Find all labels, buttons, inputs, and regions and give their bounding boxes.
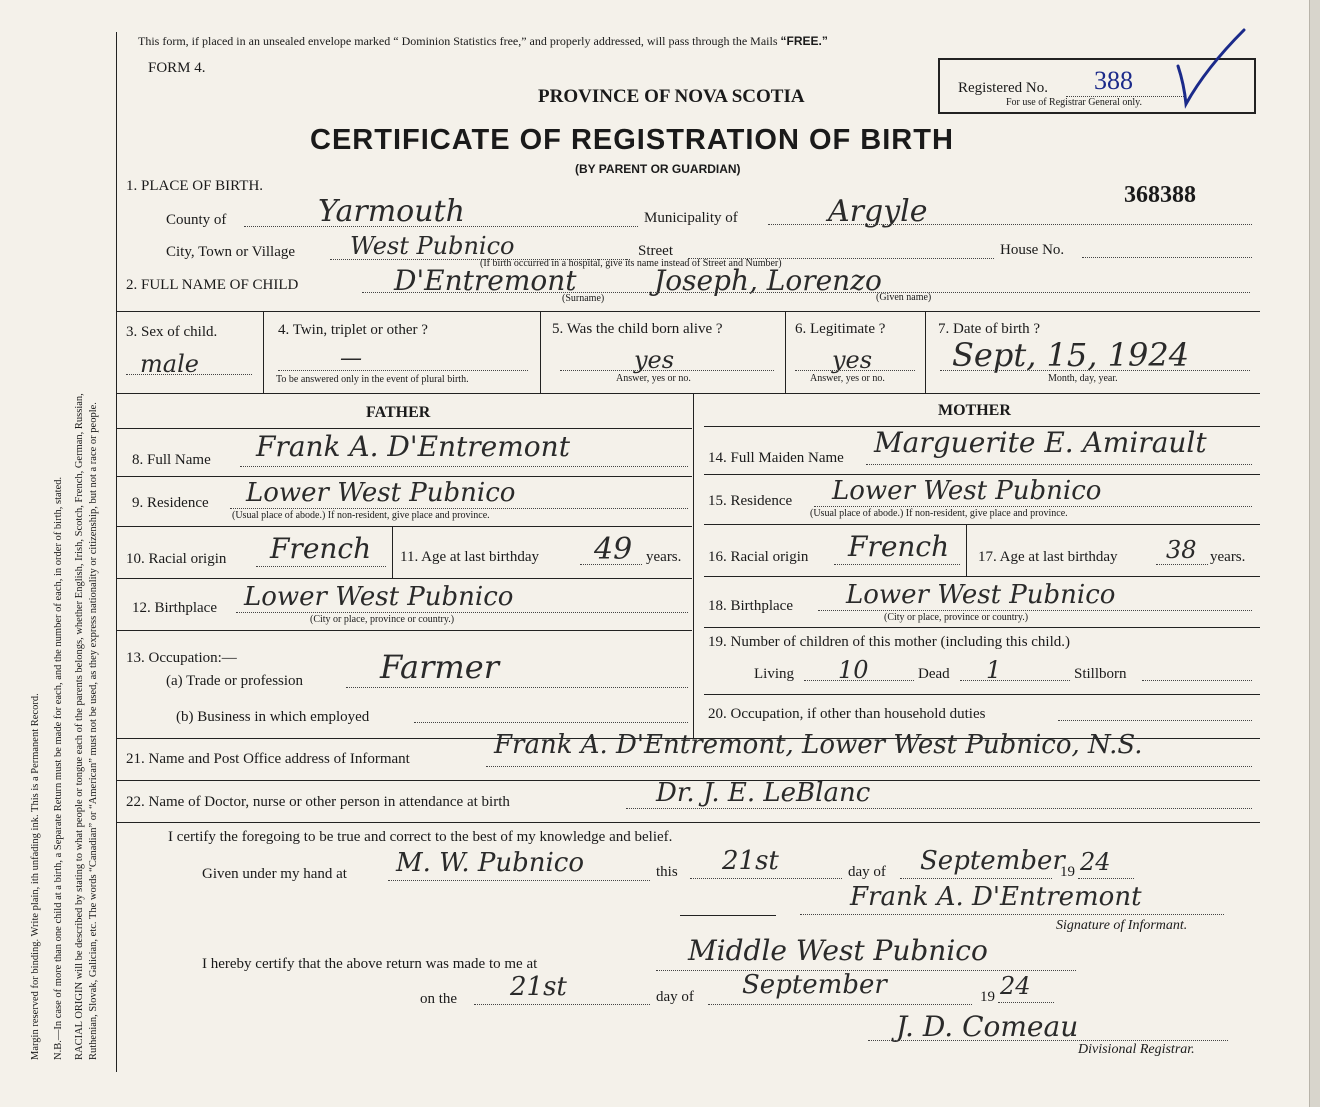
page-subtitle: (BY PARENT OR GUARDIAN) (575, 162, 741, 176)
certify-statement: I certify the foregoing to be true and correct to the best of my knowledge and belief. (168, 829, 673, 845)
street-label: Street (638, 243, 673, 259)
alive-note: Answer, yes or no. (616, 373, 691, 384)
legitimate-value: yes (832, 346, 873, 374)
doctor-label: 22. Name of Doctor, nurse or other person in attendance at birth (126, 794, 510, 810)
registrar-month-value: September (742, 970, 887, 1000)
surname-note: (Surname) (562, 293, 605, 304)
margin-note-racial-origin: RACIAL ORIGIN will be described by stating to what people or tongue each of the parents belongs, whether English, Irish, Scotch, French, German, Russian, (74, 393, 85, 1060)
father-heading: FATHER (366, 404, 431, 421)
city-label: City, Town or Village (166, 244, 296, 260)
mother-age-years: years. (1210, 549, 1246, 565)
living-value: 10 (838, 656, 869, 684)
father-occupation-label: 13. Occupation:— (126, 650, 237, 666)
father-trade-label: (a) Trade or profession (166, 673, 304, 689)
on-the-label: on the (420, 991, 458, 1007)
father-trade-value: Farmer (380, 648, 499, 686)
mother-racial-origin-value: French (848, 530, 950, 563)
mother-birthplace-note: (City or place, province or country.) (884, 612, 1029, 623)
mother-age-label: 17. Age at last birthday (978, 549, 1118, 565)
registrar-caption: Divisional Registrar. (1078, 1042, 1195, 1057)
margin-note-multiple-births: N.B.—In case of more than one child at a birth, a Separate Return must be made for each, and the number of each, in order of birth, stated. (53, 476, 64, 1060)
left-border (116, 32, 117, 1072)
sex-value: male (140, 350, 199, 378)
father-name-label: 8. Full Name (132, 452, 211, 468)
registered-number-label: Registered No. (958, 80, 1048, 96)
mother-birthplace-label: 18. Birthplace (708, 598, 793, 614)
registrar-signature: J. D. Comeau (896, 1010, 1079, 1043)
registrar-day-of-label: day of (656, 989, 694, 1005)
street-note: (If birth occurred in a hospital, give its name instead of Street and Number) (480, 258, 782, 269)
child-surname: D'Entremont (394, 264, 577, 297)
registrar-year-value: 24 (1000, 972, 1031, 1000)
file-number: 368388 (1124, 182, 1196, 208)
informant-label: 21. Name and Post Office address of Informant (126, 751, 410, 767)
province-heading: PROVINCE OF NOVA SCOTIA (538, 86, 805, 107)
certify-month-value: September (920, 846, 1065, 876)
father-name-value: Frank A. D'Entremont (256, 430, 570, 463)
mother-heading: MOTHER (938, 402, 1011, 419)
alive-value: yes (634, 346, 675, 374)
page-title: CERTIFICATE OF REGISTRATION OF BIRTH (310, 124, 954, 156)
this-label: this (656, 864, 678, 880)
father-residence-label: 9. Residence (132, 495, 209, 511)
father-racial-origin-label: 10. Racial origin (126, 551, 227, 567)
binding-edge (1309, 0, 1320, 1107)
municipality-value: Argyle (828, 194, 928, 229)
given-at-value: M. W. Pubnico (396, 848, 585, 878)
county-label: County of (166, 212, 227, 228)
signature-caption: Signature of Informant. (1056, 918, 1188, 933)
city-value: West Pubnico (350, 232, 515, 260)
certify-day-of-label: day of (848, 864, 886, 880)
stillborn-label: Stillborn (1074, 666, 1127, 682)
living-label: Living (754, 666, 794, 682)
father-age-label: 11. Age at last birthday (400, 549, 539, 565)
mother-birthplace-value: Lower West Pubnico (846, 580, 1116, 610)
certify-year-prefix: 19 (1060, 864, 1075, 880)
checkmark-icon (1170, 28, 1250, 114)
father-birthplace-note: (City or place, province or country.) (310, 614, 455, 625)
father-residence-value: Lower West Pubnico (246, 478, 516, 508)
certify-day-value: 21st (722, 846, 779, 876)
alive-label: 5. Was the child born alive ? (552, 321, 723, 337)
given-name-note: (Given name) (876, 292, 932, 303)
father-age-value: 49 (594, 532, 633, 567)
mother-name-label: 14. Full Maiden Name (708, 450, 844, 466)
dead-value: 1 (986, 656, 1002, 684)
sex-label: 3. Sex of child. (126, 324, 218, 340)
mother-children-label: 19. Number of children of this mother (including this child.) (708, 634, 1071, 650)
dead-label: Dead (918, 666, 950, 682)
mother-name-value: Marguerite E. Amirault (874, 426, 1207, 459)
registered-number-note: For use of Registrar General only. (1006, 97, 1142, 108)
legitimate-label: 6. Legitimate ? (795, 321, 886, 337)
dob-note: Month, day, year. (1048, 373, 1118, 384)
mother-racial-origin-label: 16. Racial origin (708, 549, 809, 565)
dob-label: 7. Date of birth ? (938, 321, 1041, 337)
registrar-place-value: Middle West Pubnico (688, 934, 988, 967)
father-residence-note: (Usual place of abode.) If non-resident, give place and province. (232, 510, 490, 521)
registrar-statement: I hereby certify that the above return was made to me at (202, 956, 538, 972)
informant-value: Frank A. D'Entremont, Lower West Pubnico, N.S. (494, 730, 1143, 760)
legitimate-note: Answer, yes or no. (810, 373, 885, 384)
margin-note-nationality: Ruthenian, Slovak, Galician, etc. The words “Canadian” or “American” must not be used, as they express nationality or citizenship, but not a race or people. (88, 402, 99, 1060)
father-racial-origin-value: French (270, 532, 372, 565)
mother-age-value: 38 (1166, 536, 1197, 564)
registrar-day-value: 21st (510, 972, 567, 1002)
mother-residence-note: (Usual place of abode.) If non-resident, give place and province. (810, 508, 1068, 519)
twin-value: — (340, 346, 362, 371)
registered-number-value: 388 (1094, 66, 1133, 95)
registrar-year-prefix: 19 (980, 989, 995, 1005)
child-name-label: 2. FULL NAME OF CHILD (126, 277, 299, 293)
father-birthplace-label: 12. Birthplace (132, 600, 217, 616)
mother-occupation-label: 20. Occupation, if other than household duties (708, 706, 986, 722)
father-birthplace-value: Lower West Pubnico (244, 582, 514, 612)
twin-note: To be answered only in the event of plural birth. (276, 374, 469, 385)
municipality-label: Municipality of (644, 210, 738, 226)
form-number: FORM 4. (148, 60, 206, 76)
mother-residence-label: 15. Residence (708, 493, 793, 509)
county-value: Yarmouth (318, 194, 465, 229)
child-given-name: Joseph, Lorenzo (654, 264, 882, 297)
doctor-value: Dr. J. E. LeBlanc (656, 778, 871, 808)
father-business-label: (b) Business in which employed (176, 709, 370, 725)
informant-signature: Frank A. D'Entremont (850, 882, 1142, 912)
given-at-label: Given under my hand at (202, 866, 347, 882)
twin-label: 4. Twin, triplet or other ? (278, 322, 428, 338)
place-of-birth-heading: 1. PLACE OF BIRTH. (126, 178, 264, 194)
certify-year-value: 24 (1080, 848, 1111, 876)
father-age-years: years. (646, 549, 682, 565)
mail-notice: This form, if placed in an unsealed envelope marked “ Dominion Statistics free,” and properly addressed, will pass through the Mails “FREE.” (138, 34, 828, 48)
mother-residence-value: Lower West Pubnico (832, 476, 1102, 506)
dob-value: Sept, 15, 1924 (952, 336, 1190, 374)
house-number-label: House No. (1000, 242, 1065, 258)
margin-note-binding: Margin reserved for binding. Write plain, ith unfading ink. This is a Permanent Record. (30, 693, 41, 1060)
